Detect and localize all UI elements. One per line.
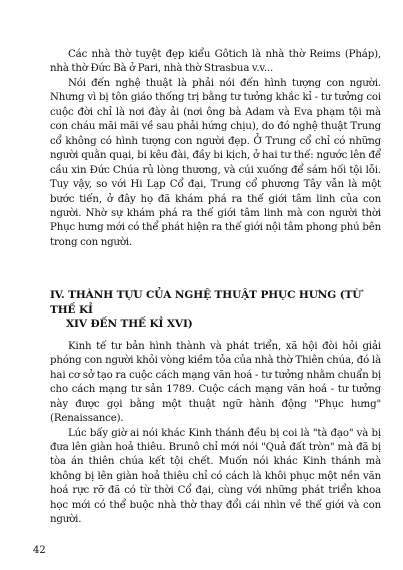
paragraph-bible-dissent: Lúc bấy giờ ai nói khác Kinh thánh đều bị coi là "tà đạo" và bị đưa lên giàn hoả thiêu. Brunô chỉ mới nói "Quả đất tròn" mà đã bị tòa án thiên chúa kết tội chết. Muốn nói khác Kinh thánh mà không bị lên giàn hoả thiêu chỉ có cách là khôi phục một nền văn hoá rực rỡ đã có từ thời Cổ đại, cùng với những phát triển khoa học mới có thể buộc nhà thờ thay đổi cái nhìn về thế giới và con người. xyxy=(50,427,381,526)
paragraph-gothic-churches: Các nhà thờ tuyệt đẹp kiểu Gôtich là nhà thờ Reims (Pháp), nhà thờ Đức Bà ở Pari, nhà thờ Strasbua v.v... xyxy=(50,49,381,75)
paragraph-human-image: Nói đến nghệ thuật là phải nói đến hình tượng con người. Nhưng vì bị tôn giáo thống trị bằng tư tưởng khắc kỉ - tư tưởng coi cuộc đời chỉ là nơi đày ải (nơi ông bà Adam và Eva phạm tội mà con cháu mãi mãi về sau phải hứng chịu), do đó nghệ thuật Trung cổ không có hình tượng con người đẹp. Ở Trung cổ chỉ có những người quằn quại, bi kêu đài, đầy bi kịch, ở hai tư thế: ngước lên để cầu xin Đức Chúa rủ lòng thương, và cúi xuống để sám hối tội lỗi. Tuy vậy, so với Hi Lạp Cổ đại, Trung cổ phương Tây vẫn là một bước tiến, ở đây họ đã khám phá ra thế giới tâm linh của con người. Nhờ sự khám phá ra thế giới tâm linh mà con người thời Phục hưng mới có thể phát hiện ra thế giới nội tâm phong phú bên trong con người. xyxy=(50,77,381,248)
section-heading-line2: XIV ĐẾN THẾ KỈ XVI) xyxy=(66,318,193,331)
page-number: 42 xyxy=(33,545,46,556)
section-heading-line1: IV. THÀNH TỰU CỦA NGHỆ THUẬT PHỤC HƯNG (TỪ THẾ KỈ xyxy=(50,289,362,316)
paragraph-capitalism: Kinh tế tư bản hình thành và phát triển, xã hội đòi hỏi giải phóng con người khỏi vòng kiềm tỏa của nhà thờ Thiên chúa, đó là hai cơ sở tạo ra cuộc cách mạng văn hoá - tư tưởng nhằm chuẩn bị cho cách mạng tư sản 1789. Cuộc cách mạng văn hoá - tư tưởng này được gọi bằng một thuật ngữ hành động "Phục hưng" (Renaissance). xyxy=(50,340,381,425)
section-heading xyxy=(50,288,381,332)
document-page xyxy=(50,48,381,528)
